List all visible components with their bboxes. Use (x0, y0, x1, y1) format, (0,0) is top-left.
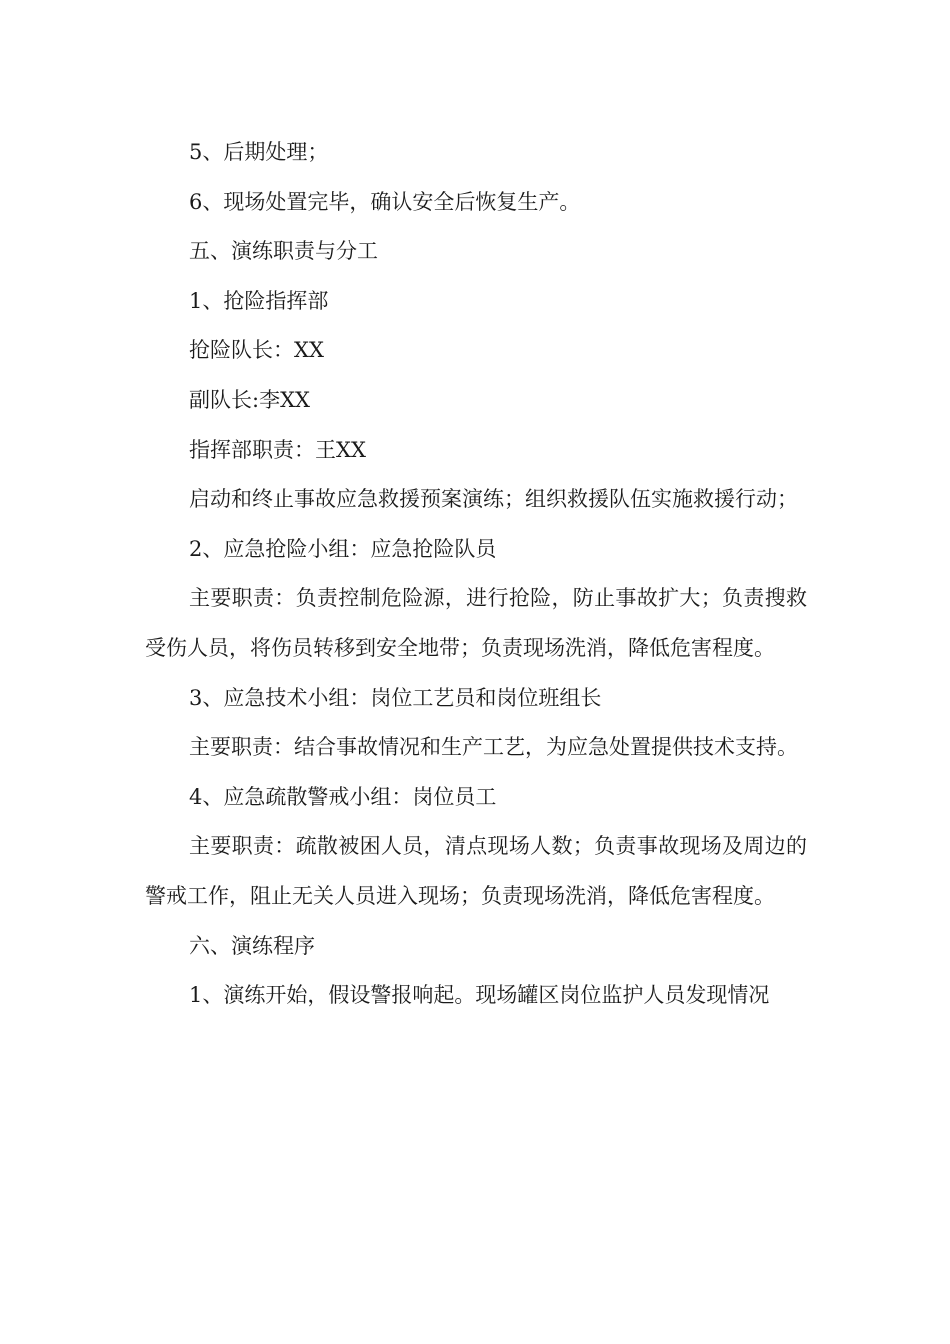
paragraph-post-processing: 5、后期处理； (189, 140, 329, 164)
paragraph-deputy-leader: 副队长:李XX (189, 387, 310, 412)
paragraph-command-description: 启动和终止事故应急救援预案演练；组织救援队伍实施救援行动； (189, 487, 798, 512)
paragraph-rescue-duties: 主要职责：负责控制危险源，进行抢险，防止事故扩大；负责搜救受伤人员，将伤员转移到安全地带；负责现场洗消，降低危害程度。 (145, 586, 807, 660)
paragraph-technical-group: 3、应急技术小组：岗位工艺员和岗位班组长 (189, 685, 602, 710)
paragraph-rescue-group: 2、应急抢险小组：应急抢险队员 (189, 536, 497, 561)
paragraph-command-duties: 指挥部职责：王XX (189, 437, 366, 462)
section-heading-duties: 五、演练职责与分工 (189, 239, 378, 264)
paragraph-technical-duties: 主要职责：结合事故情况和生产工艺，为应急处置提供技术支持。 (189, 735, 798, 760)
section-heading-procedure: 六、演练程序 (189, 933, 315, 958)
document-body (145, 128, 807, 1021)
paragraph-evacuation-duties: 主要职责：疏散被困人员，清点现场人数；负责事故现场及周边的警戒工作，阻止无关人员进入现场；负责现场洗消，降低危害程度。 (145, 834, 807, 908)
paragraph-drill-start: 1、演练开始，假设警报响起。现场罐区岗位监护人员发现情况 (189, 983, 770, 1008)
paragraph-command-center: 1、抢险指挥部 (189, 288, 329, 313)
paragraph-team-leader: 抢险队长：XX (189, 338, 324, 363)
paragraph-resume-production: 6、现场处置完毕，确认安全后恢复生产。 (189, 189, 581, 214)
paragraph-evacuation-group: 4、应急疏散警戒小组：岗位员工 (189, 784, 497, 809)
